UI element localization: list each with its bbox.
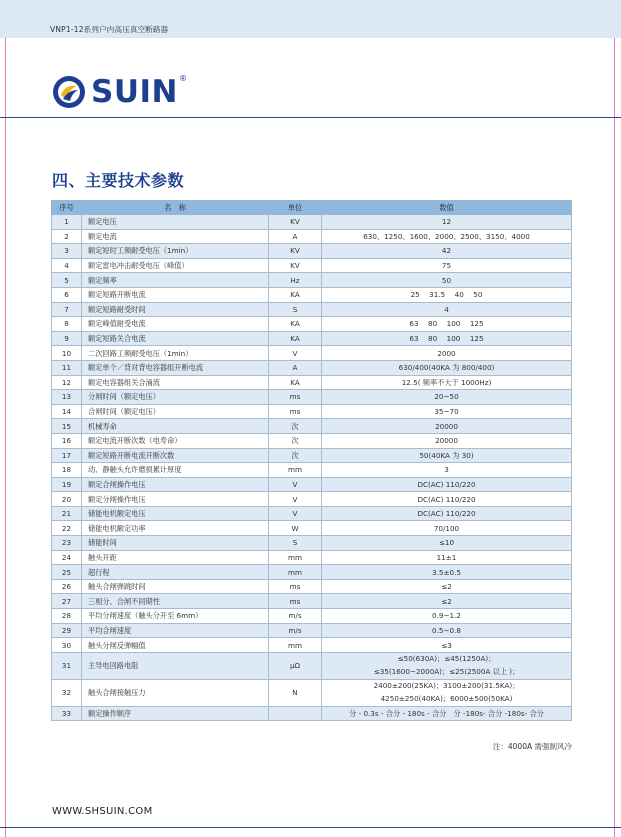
- row-unit: A: [269, 360, 322, 375]
- row-unit: mm: [269, 638, 322, 653]
- row-value: 0.5~0.8: [322, 623, 572, 638]
- row-index: 28: [52, 609, 82, 624]
- row-unit: KA: [269, 375, 322, 390]
- row-index: 26: [52, 579, 82, 594]
- table-row: [52, 404, 572, 419]
- logo-wordmark: SUIN: [91, 74, 178, 110]
- row-value: 20~50: [322, 390, 572, 405]
- row-value-line-1: ≤50(630A)；≤45(1250A)；: [397, 654, 496, 664]
- row-value: 50: [322, 273, 572, 288]
- footer-url: WWW.SHSUIN.COM: [52, 806, 153, 817]
- row-unit: 次: [269, 419, 322, 434]
- row-unit: ms: [269, 404, 322, 419]
- row-value-line-2: 4250±250(40KA)；6000±500(50KA): [380, 693, 513, 703]
- row-unit: Hz: [269, 273, 322, 288]
- row-value: 0.9~1.2: [322, 609, 572, 624]
- page-guide-left: [5, 0, 6, 837]
- row-name: 额定短路开断电流: [82, 287, 269, 302]
- row-value: 63 80 100 125: [322, 331, 572, 346]
- row-name: 额定电流: [82, 229, 269, 244]
- row-name: 二次回路工频耐受电压（1min）: [82, 346, 269, 361]
- row-index: 9: [52, 331, 82, 346]
- row-name: 额定雷电冲击耐受电压（峰值）: [82, 258, 269, 273]
- row-unit: μΩ: [269, 652, 322, 679]
- row-value: [322, 679, 572, 706]
- row-index: 7: [52, 302, 82, 317]
- row-value-line-1: 2400±200(25KA)；3100±200(31.5KA)；: [373, 681, 520, 691]
- table-row: [52, 679, 572, 706]
- row-name: 超行程: [82, 565, 269, 580]
- row-index: 20: [52, 492, 82, 507]
- row-value: 12: [322, 215, 572, 230]
- table-row: [52, 390, 572, 405]
- row-index: 33: [52, 706, 82, 721]
- row-index: 12: [52, 375, 82, 390]
- table-row: [52, 536, 572, 551]
- row-value: 630/400(40KA 为 800/400): [322, 360, 572, 375]
- row-unit: KV: [269, 215, 322, 230]
- table-row: [52, 448, 572, 463]
- row-index: 25: [52, 565, 82, 580]
- row-value: 42: [322, 244, 572, 259]
- row-value: DC(AC) 110/220: [322, 492, 572, 507]
- table-row: [52, 419, 572, 434]
- row-value: ≤10: [322, 536, 572, 551]
- table-row: [52, 550, 572, 565]
- row-name: 动、静触头允许磨损累计厚度: [82, 463, 269, 478]
- section-title: 四、主要技术参数: [52, 171, 185, 190]
- table-header-row: [52, 201, 572, 215]
- row-name: 平均分闸速度（触头分开至 6mm）: [82, 609, 269, 624]
- row-index: 4: [52, 258, 82, 273]
- row-unit: V: [269, 506, 322, 521]
- row-value: 63 80 100 125: [322, 317, 572, 332]
- row-index: 31: [52, 652, 82, 679]
- logo-mark-icon: [52, 75, 86, 109]
- row-unit: KV: [269, 258, 322, 273]
- row-index: 16: [52, 433, 82, 448]
- table-row: [52, 346, 572, 361]
- row-index: 24: [52, 550, 82, 565]
- row-unit: S: [269, 302, 322, 317]
- row-index: 22: [52, 521, 82, 536]
- row-name: 合闸时间（额定电压）: [82, 404, 269, 419]
- row-unit: 次: [269, 448, 322, 463]
- row-index: 30: [52, 638, 82, 653]
- row-value: 25 31.5 40 50: [322, 287, 572, 302]
- row-name: 储能时间: [82, 536, 269, 551]
- row-name: 触头合闸接触压力: [82, 679, 269, 706]
- row-name: 额定峰值耐受电流: [82, 317, 269, 332]
- table-row: [52, 433, 572, 448]
- row-index: 8: [52, 317, 82, 332]
- row-value: 20000: [322, 433, 572, 448]
- row-unit: KA: [269, 287, 322, 302]
- row-name: 储能电机额定功率: [82, 521, 269, 536]
- table-row: [52, 706, 572, 721]
- table-row: [52, 579, 572, 594]
- row-index: 21: [52, 506, 82, 521]
- row-name: 储能电机额定电压: [82, 506, 269, 521]
- row-unit: W: [269, 521, 322, 536]
- row-index: 17: [52, 448, 82, 463]
- row-index: 29: [52, 623, 82, 638]
- table-row: [52, 375, 572, 390]
- row-unit: ms: [269, 390, 322, 405]
- row-unit: V: [269, 346, 322, 361]
- table-row: [52, 565, 572, 580]
- specs-table: [51, 200, 572, 721]
- row-unit: m/s: [269, 623, 322, 638]
- row-unit: KV: [269, 244, 322, 259]
- row-value: ≤3: [322, 638, 572, 653]
- row-index: 11: [52, 360, 82, 375]
- row-name: 额定电压: [82, 215, 269, 230]
- table-row: [52, 244, 572, 259]
- row-name: 触头开距: [82, 550, 269, 565]
- row-index: 5: [52, 273, 82, 288]
- row-value: ≤2: [322, 594, 572, 609]
- table-row: [52, 594, 572, 609]
- row-value: 50(40KA 为 30): [322, 448, 572, 463]
- row-name: 触头合闸弹跳时间: [82, 579, 269, 594]
- row-unit: [269, 706, 322, 721]
- row-unit: V: [269, 492, 322, 507]
- row-unit: KA: [269, 331, 322, 346]
- row-index: 19: [52, 477, 82, 492]
- table-note: 注：4000A 需强制风冷: [492, 742, 572, 751]
- row-value: [322, 652, 572, 679]
- row-unit: 次: [269, 433, 322, 448]
- row-value: 35~70: [322, 404, 572, 419]
- row-value: 11±1: [322, 550, 572, 565]
- table-row: [52, 302, 572, 317]
- row-unit: mm: [269, 565, 322, 580]
- row-name: 额定单个／背对背电容器组开断电流: [82, 360, 269, 375]
- row-index: 23: [52, 536, 82, 551]
- table-row: [52, 317, 572, 332]
- row-unit: m/s: [269, 609, 322, 624]
- table-row: [52, 331, 572, 346]
- row-unit: N: [269, 679, 322, 706]
- row-value: 2000: [322, 346, 572, 361]
- row-value: 3.5±0.5: [322, 565, 572, 580]
- row-index: 1: [52, 215, 82, 230]
- row-unit: ms: [269, 594, 322, 609]
- row-name: 额定分闸操作电压: [82, 492, 269, 507]
- table-row: [52, 258, 572, 273]
- row-name: 主导电回路电阻: [82, 652, 269, 679]
- table-row: [52, 215, 572, 230]
- row-unit: ms: [269, 579, 322, 594]
- table-row: [52, 521, 572, 536]
- row-name: 机械寿命: [82, 419, 269, 434]
- table-row: [52, 360, 572, 375]
- row-index: 6: [52, 287, 82, 302]
- row-unit: KA: [269, 317, 322, 332]
- col-header-value: 数值: [322, 201, 572, 215]
- row-name: 触头分闸反弹幅值: [82, 638, 269, 653]
- row-name: 平均合闸速度: [82, 623, 269, 638]
- row-name: 额定短路关合电流: [82, 331, 269, 346]
- row-value: 630、1250、1600、2000、2500、3150、4000: [322, 229, 572, 244]
- row-value: 分 - 0.3s - 合分 - 180s - 合分 分 -180s- 合分 -180s- 合分: [322, 706, 572, 721]
- footer-rule: [0, 827, 621, 828]
- row-name: 分闸时间（额定电压）: [82, 390, 269, 405]
- row-value-line-2: ≤35(1600~2000A)；≤25(2500A 以上 )；: [373, 666, 520, 676]
- row-value: 3: [322, 463, 572, 478]
- row-index: 14: [52, 404, 82, 419]
- brand-logo: [52, 74, 187, 110]
- running-title: VNP1-12系列户内高压真空断路器: [50, 25, 169, 34]
- col-header-index: 序号: [52, 201, 82, 215]
- page-guide-right: [614, 0, 615, 837]
- row-index: 18: [52, 463, 82, 478]
- row-unit: A: [269, 229, 322, 244]
- header-rule: [0, 117, 621, 118]
- row-index: 15: [52, 419, 82, 434]
- row-value: 12.5( 频率不大于 1000Hz): [322, 375, 572, 390]
- row-value: 4: [322, 302, 572, 317]
- table-row: [52, 638, 572, 653]
- row-name: 三相分、合闸不同期性: [82, 594, 269, 609]
- row-unit: mm: [269, 463, 322, 478]
- registered-mark: ®: [178, 74, 187, 83]
- table-row: [52, 492, 572, 507]
- row-index: 10: [52, 346, 82, 361]
- row-name: 额定电流开断次数（电寿命）: [82, 433, 269, 448]
- row-value: 75: [322, 258, 572, 273]
- table-body: [52, 215, 572, 721]
- row-index: 2: [52, 229, 82, 244]
- row-name: 额定合闸操作电压: [82, 477, 269, 492]
- row-name: 额定短路开断电流开断次数: [82, 448, 269, 463]
- row-name: 额定电容器组关合涌流: [82, 375, 269, 390]
- table-row: [52, 506, 572, 521]
- row-index: 3: [52, 244, 82, 259]
- col-header-name: 名 称: [82, 201, 269, 215]
- row-name: 额定频率: [82, 273, 269, 288]
- row-name: 额定短路耐受时间: [82, 302, 269, 317]
- row-name: 额定操作顺序: [82, 706, 269, 721]
- col-header-unit: 单位: [269, 201, 322, 215]
- table-row: [52, 623, 572, 638]
- table-row: [52, 463, 572, 478]
- row-unit: S: [269, 536, 322, 551]
- row-value: 70/100: [322, 521, 572, 536]
- row-unit: mm: [269, 550, 322, 565]
- table-row: [52, 477, 572, 492]
- row-unit: V: [269, 477, 322, 492]
- table-row: [52, 609, 572, 624]
- table-row: [52, 652, 572, 679]
- row-value: ≤2: [322, 579, 572, 594]
- row-value: DC(AC) 110/220: [322, 477, 572, 492]
- table-row: [52, 287, 572, 302]
- table-row: [52, 273, 572, 288]
- row-value: 20000: [322, 419, 572, 434]
- row-index: 32: [52, 679, 82, 706]
- row-value: DC(AC) 110/220: [322, 506, 572, 521]
- row-index: 13: [52, 390, 82, 405]
- row-index: 27: [52, 594, 82, 609]
- table-row: [52, 229, 572, 244]
- row-name: 额定短时工频耐受电压（1min）: [82, 244, 269, 259]
